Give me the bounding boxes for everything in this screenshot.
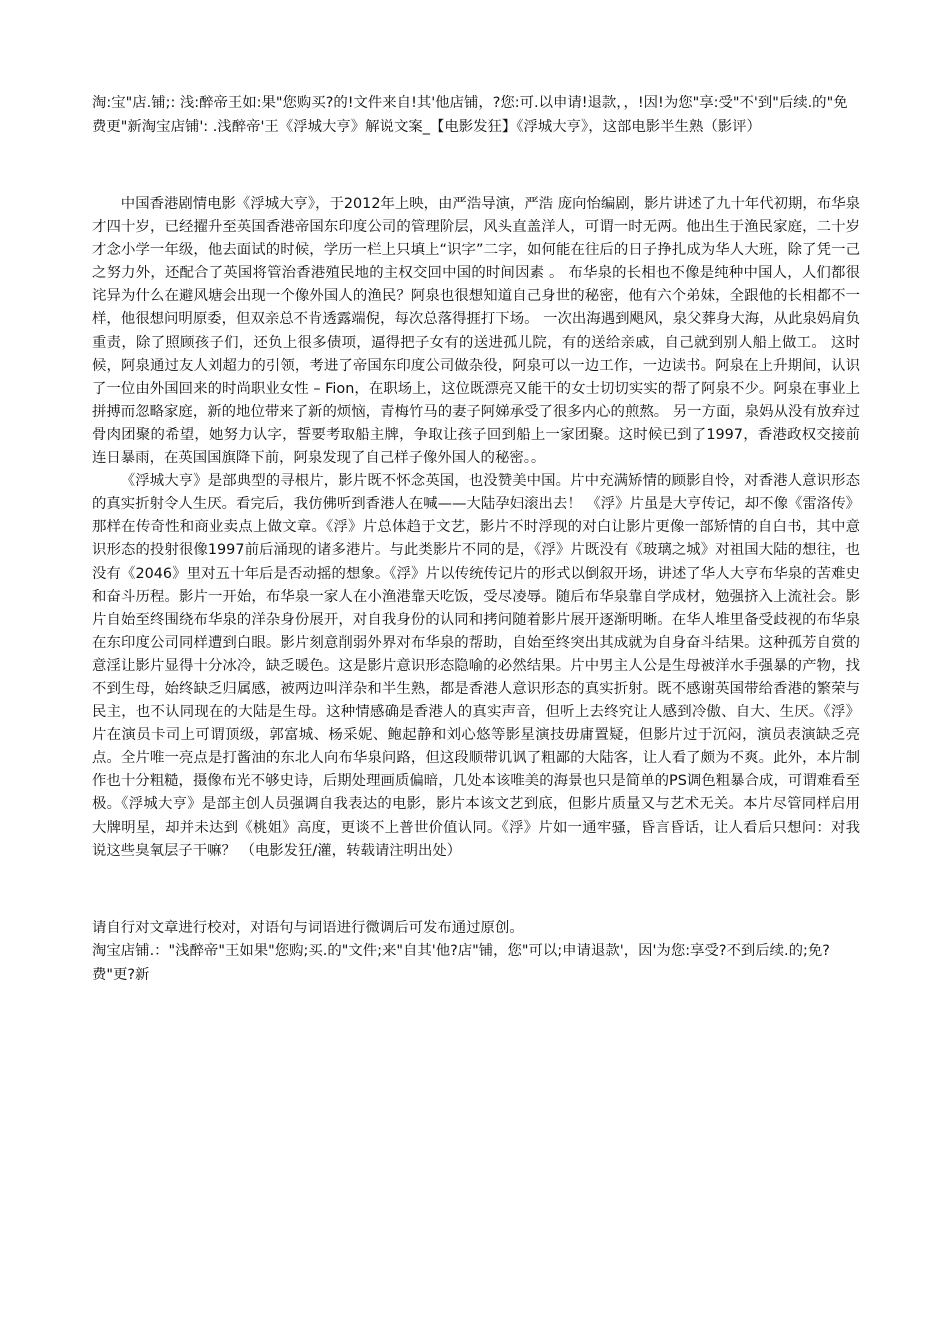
footer-note: 请自行对文章进行校对，对语句与词语进行微调后可发布通过原创。 <box>92 919 524 936</box>
document-page <box>92 92 860 987</box>
document-header: 淘:宝"店.铺;: 浅:醉帝王如:果"您购买?的!文件来自!其'他店铺，?您:可.以申请!退款，，!因!为您"享:受"不'到"后续.的"免费更"新淘宝店铺': .浅醉帝'王《浮城大亨》解说文案_【电影发狂】《浮城大亨》，这部电影半生熟（影评） <box>92 95 848 135</box>
footer-shop-notice: 淘宝店铺.："浅醉帝"王如果"您购;买.的"文件;来"自其'他?店"铺，您"可以;申请退款'，因'为您:享受?不到后续.的;免?费"更?新 <box>92 943 830 983</box>
article-paragraph-1: 中国香港剧情电影《浮城大亨》，于2012年上映，由严浩导演，严浩 庞向怡编剧，影片讲述了九十年代初期，布华泉才四十岁，已经擢升至英国香港帝国东印度公司的管理阶层，风头直盖洋人，可谓一时无两。他出生于渔民家庭，二十岁才念小学一年级，他去面试的时候，学历一栏上只填上“识字”二字，如何能在往后的日子挣扎成为华人大班，除了凭一己之努力外，还配合了英国将管治香港殖民地的主权交回中国的时间因素 。 布华泉的长相也不像是纯种中国人，人们都很诧异为什么在避风塘会出现一个像外国人的渔民？阿泉也很想知道自己身世的秘密，他有六个弟妹，全跟他的长相都不一样，他很想问明原委，但双亲总不肯透露端倪，每次总落得捱打下场。 一次出海遇到飓风，泉父葬身大海，从此泉妈肩负重责，除了照顾孩子们，还负上很多债项，逼得把子女有的送进孤儿院，有的送给亲戚，自己就到别人船上做工。 这时候，阿泉通过友人刘超力的引领，考进了帝国东印度公司做杂役，阿泉可以一边工作，一边读书。阿泉在上升期间，认识了一位由外国回来的时尚职业女性 – Fion，在职场上，这位既漂亮又能干的女士切切实实的帮了阿泉不少。阿泉在事业上拼搏而忽略家庭，新的地位带来了新的烦恼，青梅竹马的妻子阿娣承受了很多内心的煎熬。 另一方面，泉妈从没有放弃过骨肉团聚的希望，她努力认字，誓要考取船主牌，争取让孩子回到船上一家团聚。这时候已到了1997，香港政权交接前连日暴雨，在英国国旗降下前，阿泉发现了自己样子像外国人的秘密。。 <box>92 196 860 467</box>
article-body <box>92 193 860 863</box>
document-footer <box>92 917 860 988</box>
article-paragraph-2: 《浮城大亨》是部典型的寻根片，影片既不怀念英国，也没赞美中国。片中充满矫情的顾影自怜，对香港人意识形态的真实折射令人生厌。看完后，我仿佛听到香港人在喊——大陆孕妇滚出去！ 《浮》片虽是大亨传记，却不像《雷洛传》那样在传奇性和商业卖点上做文章。《浮》片总体趋于文艺，影片不时浮现的对白让影片更像一部矫情的自白书，其中意识形态的投射很像1997前后涌现的诸多港片。与此类影片不同的是，《浮》片既没有《玻璃之城》对祖国大陆的想往，也没有《2046》里对五十年后是否动摇的想象。《浮》片以传统传记片的形式以倒叙开场，讲述了华人大亨布华泉的苦难史和奋斗历程。影片一开始，布华泉一家人在小渔港靠天吃饭，受尽凌辱。随后布华泉靠自学成材，勉强挤入上流社会。影片自始至终围绕布华泉的洋杂身份展开，对自我身份的认同和拷问随着影片展开逐渐明晰。在华人堆里备受歧视的布华泉在东印度公司同样遭到白眼。影片刻意削弱外界对布华泉的帮助，自始至终突出其成就为自身奋斗结果。这种孤芳自赏的意淫让影片显得十分冰冷，缺乏暖色。这是影片意识形态隐喻的必然结果。片中男主人公是生母被洋水手强暴的产物，找不到生母，始终缺乏归属感，被两边叫洋杂和半生熟，都是香港人意识形态的真实折射。既不感谢英国带给香港的繁荣与民主，也不认同现在的大陆是生母。这种情感确是香港人的真实声音，但听上去终究让人感到冷傲、自大、生厌。《浮》片在演员卡司上可谓顶级，郭富城、杨采妮、鲍起静和刘心悠等影星演技毋庸置疑，但影片过于沉闷，演员表演缺乏亮点。全片唯一亮点是打酱油的东北人向布华泉问路，但这段顺带讥讽了粗鄙的大陆客，让人看了颇为不爽。此外，本片制作也十分粗糙，摄像布光不够史诗，后期处理画质偏暗，几处本该唯美的海景也只是简单的PS调色粗暴合成，可谓难看至极。《浮城大亨》是部主创人员强调自我表达的电影，影片本该文艺到底，但影片质量又与艺术无关。本片尽管同样启用大牌明星，却并未达到《桃姐》高度，更谈不上普世价值认同。《浮》片如一通牢骚，昏言昏话，让人看后只想问：对我说这些臭氧层子干嘛？ （电影发狂/灌，转载请注明出处） <box>92 473 860 859</box>
